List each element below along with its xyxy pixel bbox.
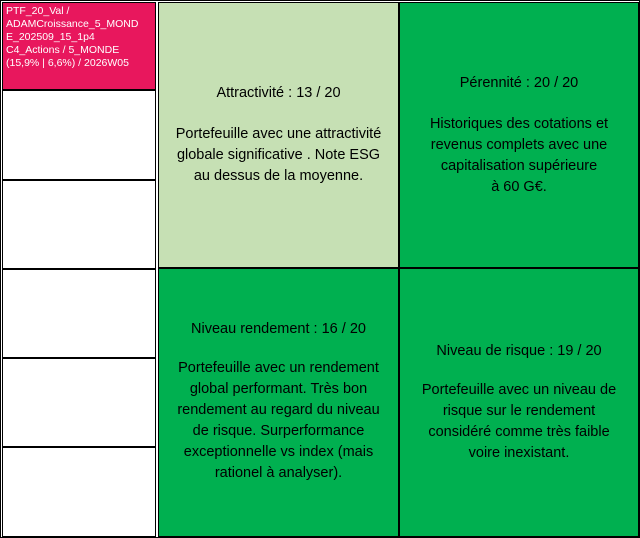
attractivite-title: Attractivité : 13 / 20 [216, 85, 341, 101]
empty-cell[interactable] [2, 90, 156, 180]
portfolio-header-cell[interactable] [2, 2, 156, 90]
header-line: E_202509_15_1p4 [6, 31, 95, 43]
rendement-cell[interactable] [158, 268, 399, 537]
empty-cell[interactable] [2, 447, 156, 537]
empty-cell[interactable] [2, 358, 156, 447]
attractivite-description: Portefeuille avec une attractivité globale significative . Note ESG au dessus de la moyenne. [175, 126, 382, 184]
attractivite-cell[interactable] [158, 2, 399, 268]
header-line: C4_Actions / 5_MONDE [6, 44, 120, 56]
left-column [1, 1, 157, 537]
empty-cell[interactable] [2, 269, 156, 358]
header-line: PTF_20_Val / [6, 5, 70, 17]
perennite-title: Pérennité : 20 / 20 [459, 75, 579, 91]
empty-cell[interactable] [2, 180, 156, 269]
rendement-title: Niveau rendement : 16 / 20 [191, 321, 366, 337]
perennite-cell[interactable] [399, 2, 639, 268]
risque-cell[interactable] [399, 268, 639, 537]
perennite-description: Historiques des cotations et revenus complets avec une capitalisation supérieure à 60 G€. [429, 116, 609, 195]
risque-description: Portefeuille avec un niveau de risque sur le rendement considéré comme très faible voire inexistant. [421, 382, 617, 461]
risque-title: Niveau de risque : 19 / 20 [436, 343, 602, 359]
rendement-description: Portefeuille avec un rendement global performant. Très bon rendement au regard du niveau de risque. Surperformance exceptionnelle vs index (mais rationel à analyser). [177, 360, 380, 481]
header-line: (15,9% | 6,6%) / 2026W05 [6, 57, 129, 69]
header-line: ADAMCroissance_5_MOND [6, 18, 139, 30]
